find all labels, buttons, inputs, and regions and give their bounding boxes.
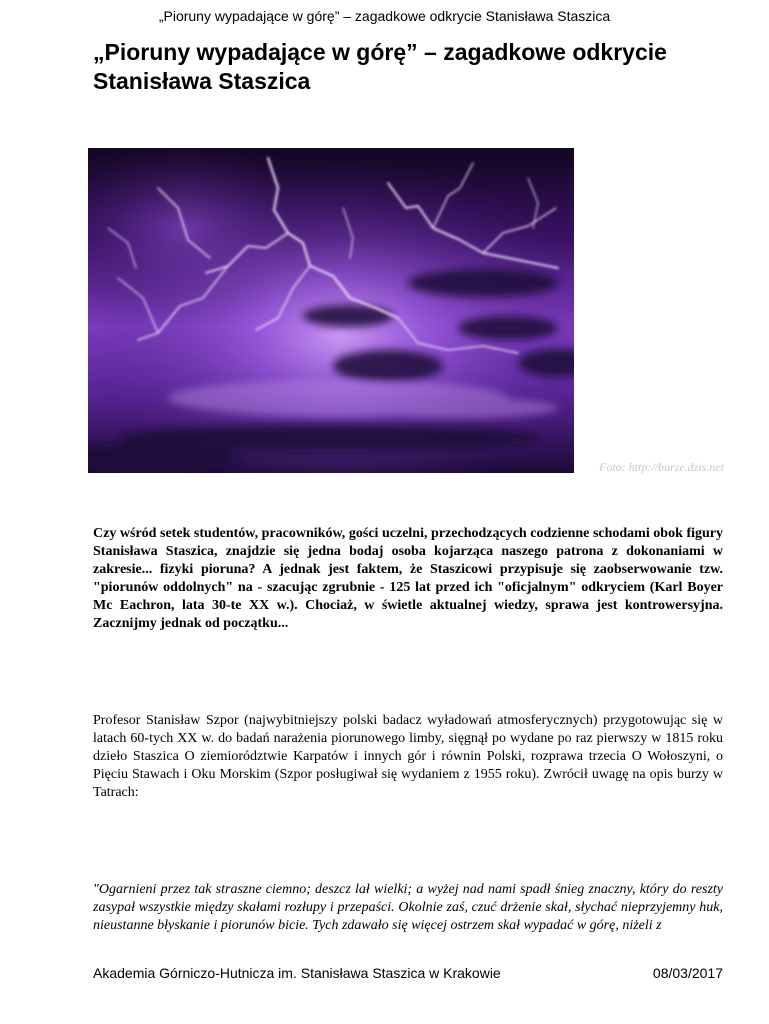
lightning-photo xyxy=(88,148,574,473)
footer-date: 08/03/2017 xyxy=(652,965,723,981)
running-header: „Pioruny wypadające w górę” – zagadkowe odkrycie Stanisława Staszica xyxy=(158,8,611,24)
body-paragraph: Profesor Stanisław Szpor (najwybitniejszy polski badacz wyładowań atmosferycznych) przygotowując się w latach 60-tych XX w. do badań narażenia piorunowego limby, sięgnął po wydane po raz pierwszy w 1815 roku dzieło Staszica O ziemiorództwie Karpatów i innych gór i równin Polski, rozprawa trzecia O Wołoszyni, o Pięciu Stawach i Oku Morskim (Szpor posługiwał się wydaniem z 1955 roku). Zwrócił uwagę na opis burzy w Tatrach: xyxy=(93,713,723,800)
lead-paragraph: Czy wśród setek studentów, pracowników, gości uczelni, przechodzących codzienne schodami obok figury Stanisława Staszica, znajdzie się jedna bodaj osoba kojarząca naszego patrona z dokonaniami w zakresie... fizyki pioruna? A jednak jest faktem, że Staszicowi przypisuje się zaobserwowanie tzw. "piorunów oddolnych" na - szacując zgrubnie - 125 lat przed ich "oficjalnym" odkryciem (Karl Boyer Mc Eachron, lata 30-te XX w.). Chociaż, w świetle aktualnej wiedzy, sprawa jest kontrowersyjna. Zacznijmy jednak od początku... xyxy=(93,526,723,631)
quote-paragraph: "Ogarnieni przez tak straszne ciemno; deszcz lał wielki; a wyżej nad nami spadł śnieg znaczny, który do reszty zasypał wszystkie między skałami rozłupy i przepaści. Okolnie zaś, czuć drżenie skał, słychać nieprzyjemny huk, nieustanne błyskanie i piorunów bicie. Tych zdawało się więcej ostrzem skał wypadać w górę, niżeli z xyxy=(93,882,723,933)
photo-credit: Foto: http://burze.dzis.net xyxy=(599,460,724,474)
footer-institution: Akademia Górniczo-Hutnicza im. Stanisława Staszica w Krakowie xyxy=(93,965,501,981)
article-title: „Pioruny wypadające w górę” – zagadkowe odkrycie Stanisława Staszica xyxy=(93,39,667,94)
lightning-photo-graphic xyxy=(88,148,574,473)
